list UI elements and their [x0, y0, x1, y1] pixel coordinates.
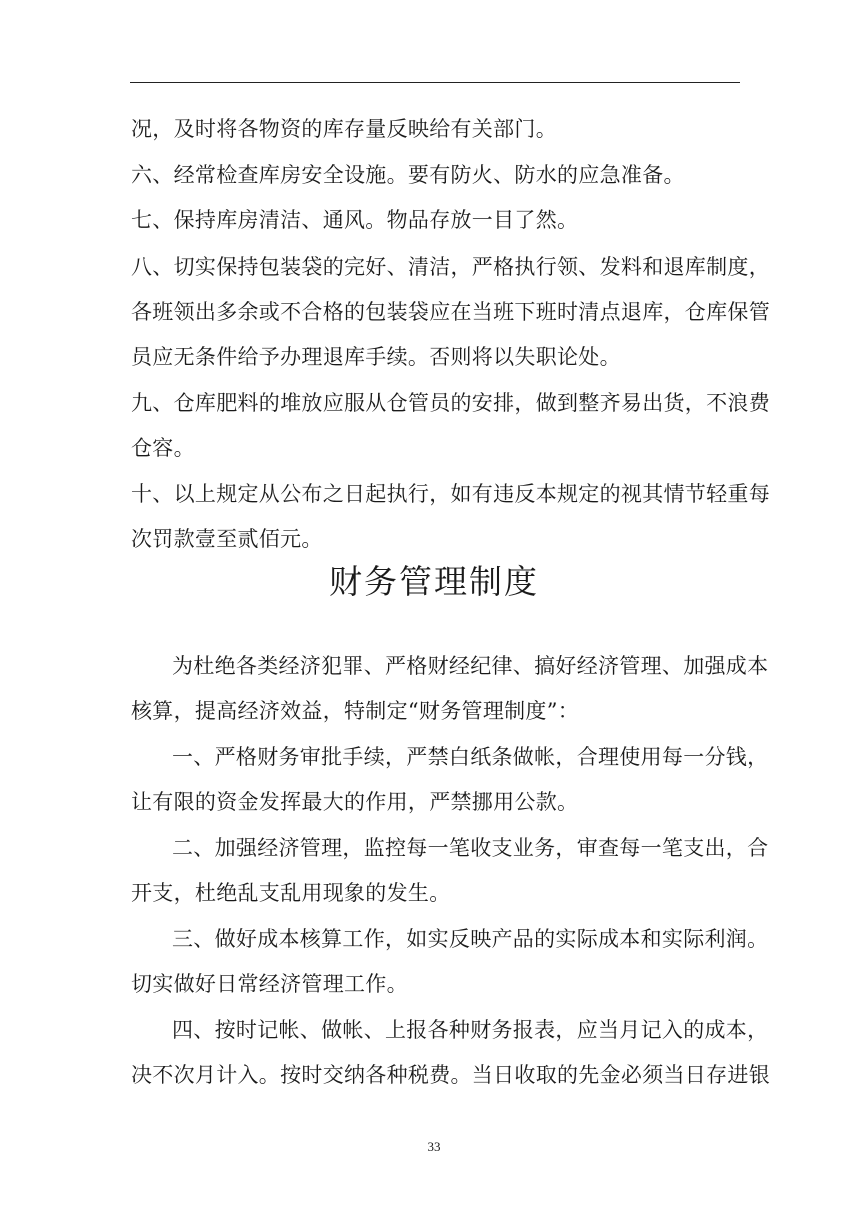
text-line: 况，及时将各物资的库存量反映给有关部门。: [131, 117, 557, 141]
text-line: 为杜绝各类经济犯罪、严格财经纪律、搞好经济管理、加强成本: [172, 654, 769, 678]
text-line: 七、保持库房清洁、通风。物品存放一目了然。: [131, 208, 579, 232]
text-line: 开支，杜绝乱支乱用现象的发生。: [131, 881, 451, 905]
section-title: 财务管理制度: [329, 562, 539, 601]
header-rule: [130, 82, 740, 83]
text-line: 员应无条件给予办理退库手续。否则将以失职论处。: [131, 345, 621, 369]
text-line: 切实做好日常经济管理工作。: [131, 972, 408, 996]
text-line: 四、按时记帐、做帐、上报各种财务报表，应当月记入的成本，: [172, 1018, 769, 1042]
text-line: 核算，提高经济效益，特制定“财务管理制度”：: [131, 699, 580, 723]
text-line: 八、切实保持包装袋的完好、清洁，严格执行领、发料和退库制度，: [131, 255, 770, 279]
text-line: 次罚款壹至贰佰元。: [131, 527, 323, 551]
text-line: 二、加强经济管理，监控每一笔收支业务，审查每一笔支出，合: [172, 836, 769, 860]
text-line: 九、仓库肥料的堆放应服从仓管员的安排，做到整齐易出货，不浪费: [131, 391, 770, 415]
text-line: 让有限的资金发挥最大的作用，严禁挪用公款。: [131, 790, 579, 814]
text-line: 各班领出多余或不合格的包装袋应在当班下班时清点退库，仓库保管: [131, 300, 770, 324]
text-line: 一、严格财务审批手续，严禁白纸条做帐，合理使用每一分钱，: [172, 745, 769, 769]
text-line: 仓容。: [131, 436, 195, 460]
text-line: 六、经常检查库房安全设施。要有防火、防水的应急准备。: [131, 163, 685, 187]
text-line: 三、做好成本核算工作，如实反映产品的实际成本和实际利润。: [172, 927, 769, 951]
text-line: 十、以上规定从公布之日起执行，如有违反本规定的视其情节轻重每: [131, 482, 770, 506]
text-line: 决不次月计入。按时交纳各种税费。当日收取的先金必须当日存进银: [131, 1063, 770, 1087]
page-number: 33: [427, 1139, 441, 1154]
